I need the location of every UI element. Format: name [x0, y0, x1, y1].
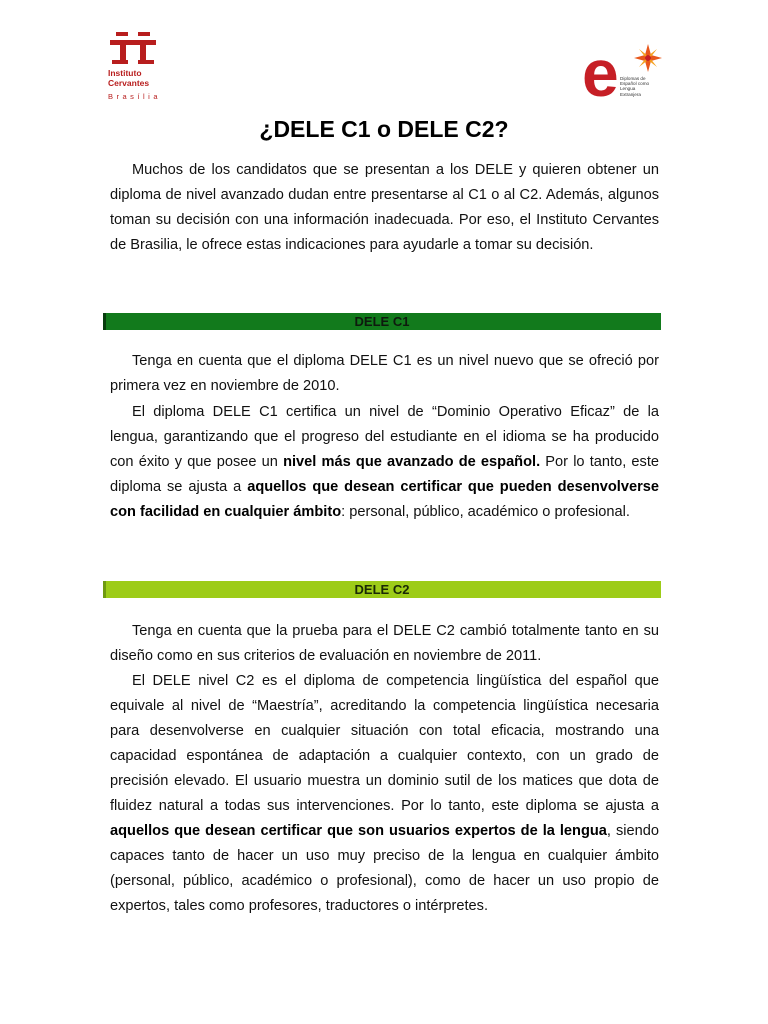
- c1-p2-bold-d: aquellos que desean certificar que pueden desenvolverse con facilidad en cualquier ámbito: [110, 479, 659, 520]
- ic-logo-line2: Cervantes: [108, 78, 150, 88]
- c1-p2-text-c: Por lo tanto, este diploma se ajusta a: [110, 454, 660, 495]
- c1-paragraph-2: [110, 400, 659, 525]
- cervantes-emblem-icon: [108, 30, 158, 66]
- svg-text:e: e: [582, 40, 619, 102]
- ic-logo-line1: Instituto: [108, 68, 142, 78]
- dele-logo-line2: Español como: [620, 81, 650, 87]
- ic-logo-text: [108, 68, 149, 88]
- section-heading-c1-stub: [103, 313, 106, 330]
- dele-logo-line4: Extranjera: [620, 91, 641, 97]
- instituto-cervantes-logo: [108, 30, 178, 102]
- ic-logo-city: Brasília: [108, 92, 162, 101]
- section-heading-c2: [103, 581, 661, 598]
- c2-p2-text-a: El DELE nivel C2 es el diploma de competencia lingüística del español que equivale al nivel de “Maestría”, acreditando la competencia lingüística necesaria para desenvolverse en cualquier situación con total eficacia, mostrando una capacidad espontánea de adaptación a cualquier contexto, con un grado de precisión elevado. El usuario muestra un dominio sutil de los matices que dota de fluidez natural a todas sus intervenciones. Por lo tanto, este diploma se ajusta a: [110, 673, 659, 814]
- c2-p2-bold-b: aquellos que desean certificar que son usuarios expertos de la lengua: [110, 823, 607, 839]
- c2-paragraph-2: [110, 669, 659, 919]
- intro-paragraph: Muchos de los candidatos que se presentan a los DELE y quieren obtener un diploma de nivel avanzado dudan entre presentarse al C1 o al C2. Además, algunos toman su decisión con una información inadecuada. Por eso, el Instituto Cervantes de Brasilia, le ofrece estas indicaciones para ayudarle a tomar su decisión.: [110, 162, 659, 253]
- dele-logo-line3: Lengua: [620, 86, 636, 92]
- c1-p2-text-e: : personal, público, académico o profesional.: [341, 504, 630, 520]
- c1-p2-text-a: El diploma DELE C1 certifica un nivel de “Dominio Operativo Eficaz” de la lengua, garantizando que el progreso del estudiante en el idioma se ha producido con éxito y que posee un: [110, 404, 659, 470]
- section-heading-c1-label: DELE C1: [354, 314, 410, 329]
- dele-logo-text: [620, 76, 649, 97]
- section-heading-c2-label: DELE C2: [354, 582, 410, 597]
- section-heading-c1: [103, 313, 661, 330]
- c1-paragraph-1: Tenga en cuenta que el diploma DELE C1 es un nivel nuevo que se ofreció por primera vez en noviembre de 2010.: [110, 353, 659, 394]
- c2-paragraph-1: Tenga en cuenta que la prueba para el DELE C2 cambió totalmente tanto en su diseño como en sus criterios de evaluación en noviembre de 2011.: [110, 623, 659, 664]
- dele-logo-line1: Diplomas de: [620, 76, 646, 81]
- section-heading-c2-stub: [103, 581, 106, 598]
- document-title: ¿DELE C1 o DELE C2?: [259, 116, 509, 142]
- c2-p2-text-c: , siendo capaces tanto de hacer un uso muy preciso de la lengua en cualquier ámbito (personal, público, académico o profesional), como de hacer un uso propio de expertos, tales como profesores, traductores o intérpretes.: [110, 823, 659, 914]
- dele-logo: [582, 40, 682, 102]
- c1-p2-bold-b: nivel más que avanzado de español.: [283, 454, 541, 470]
